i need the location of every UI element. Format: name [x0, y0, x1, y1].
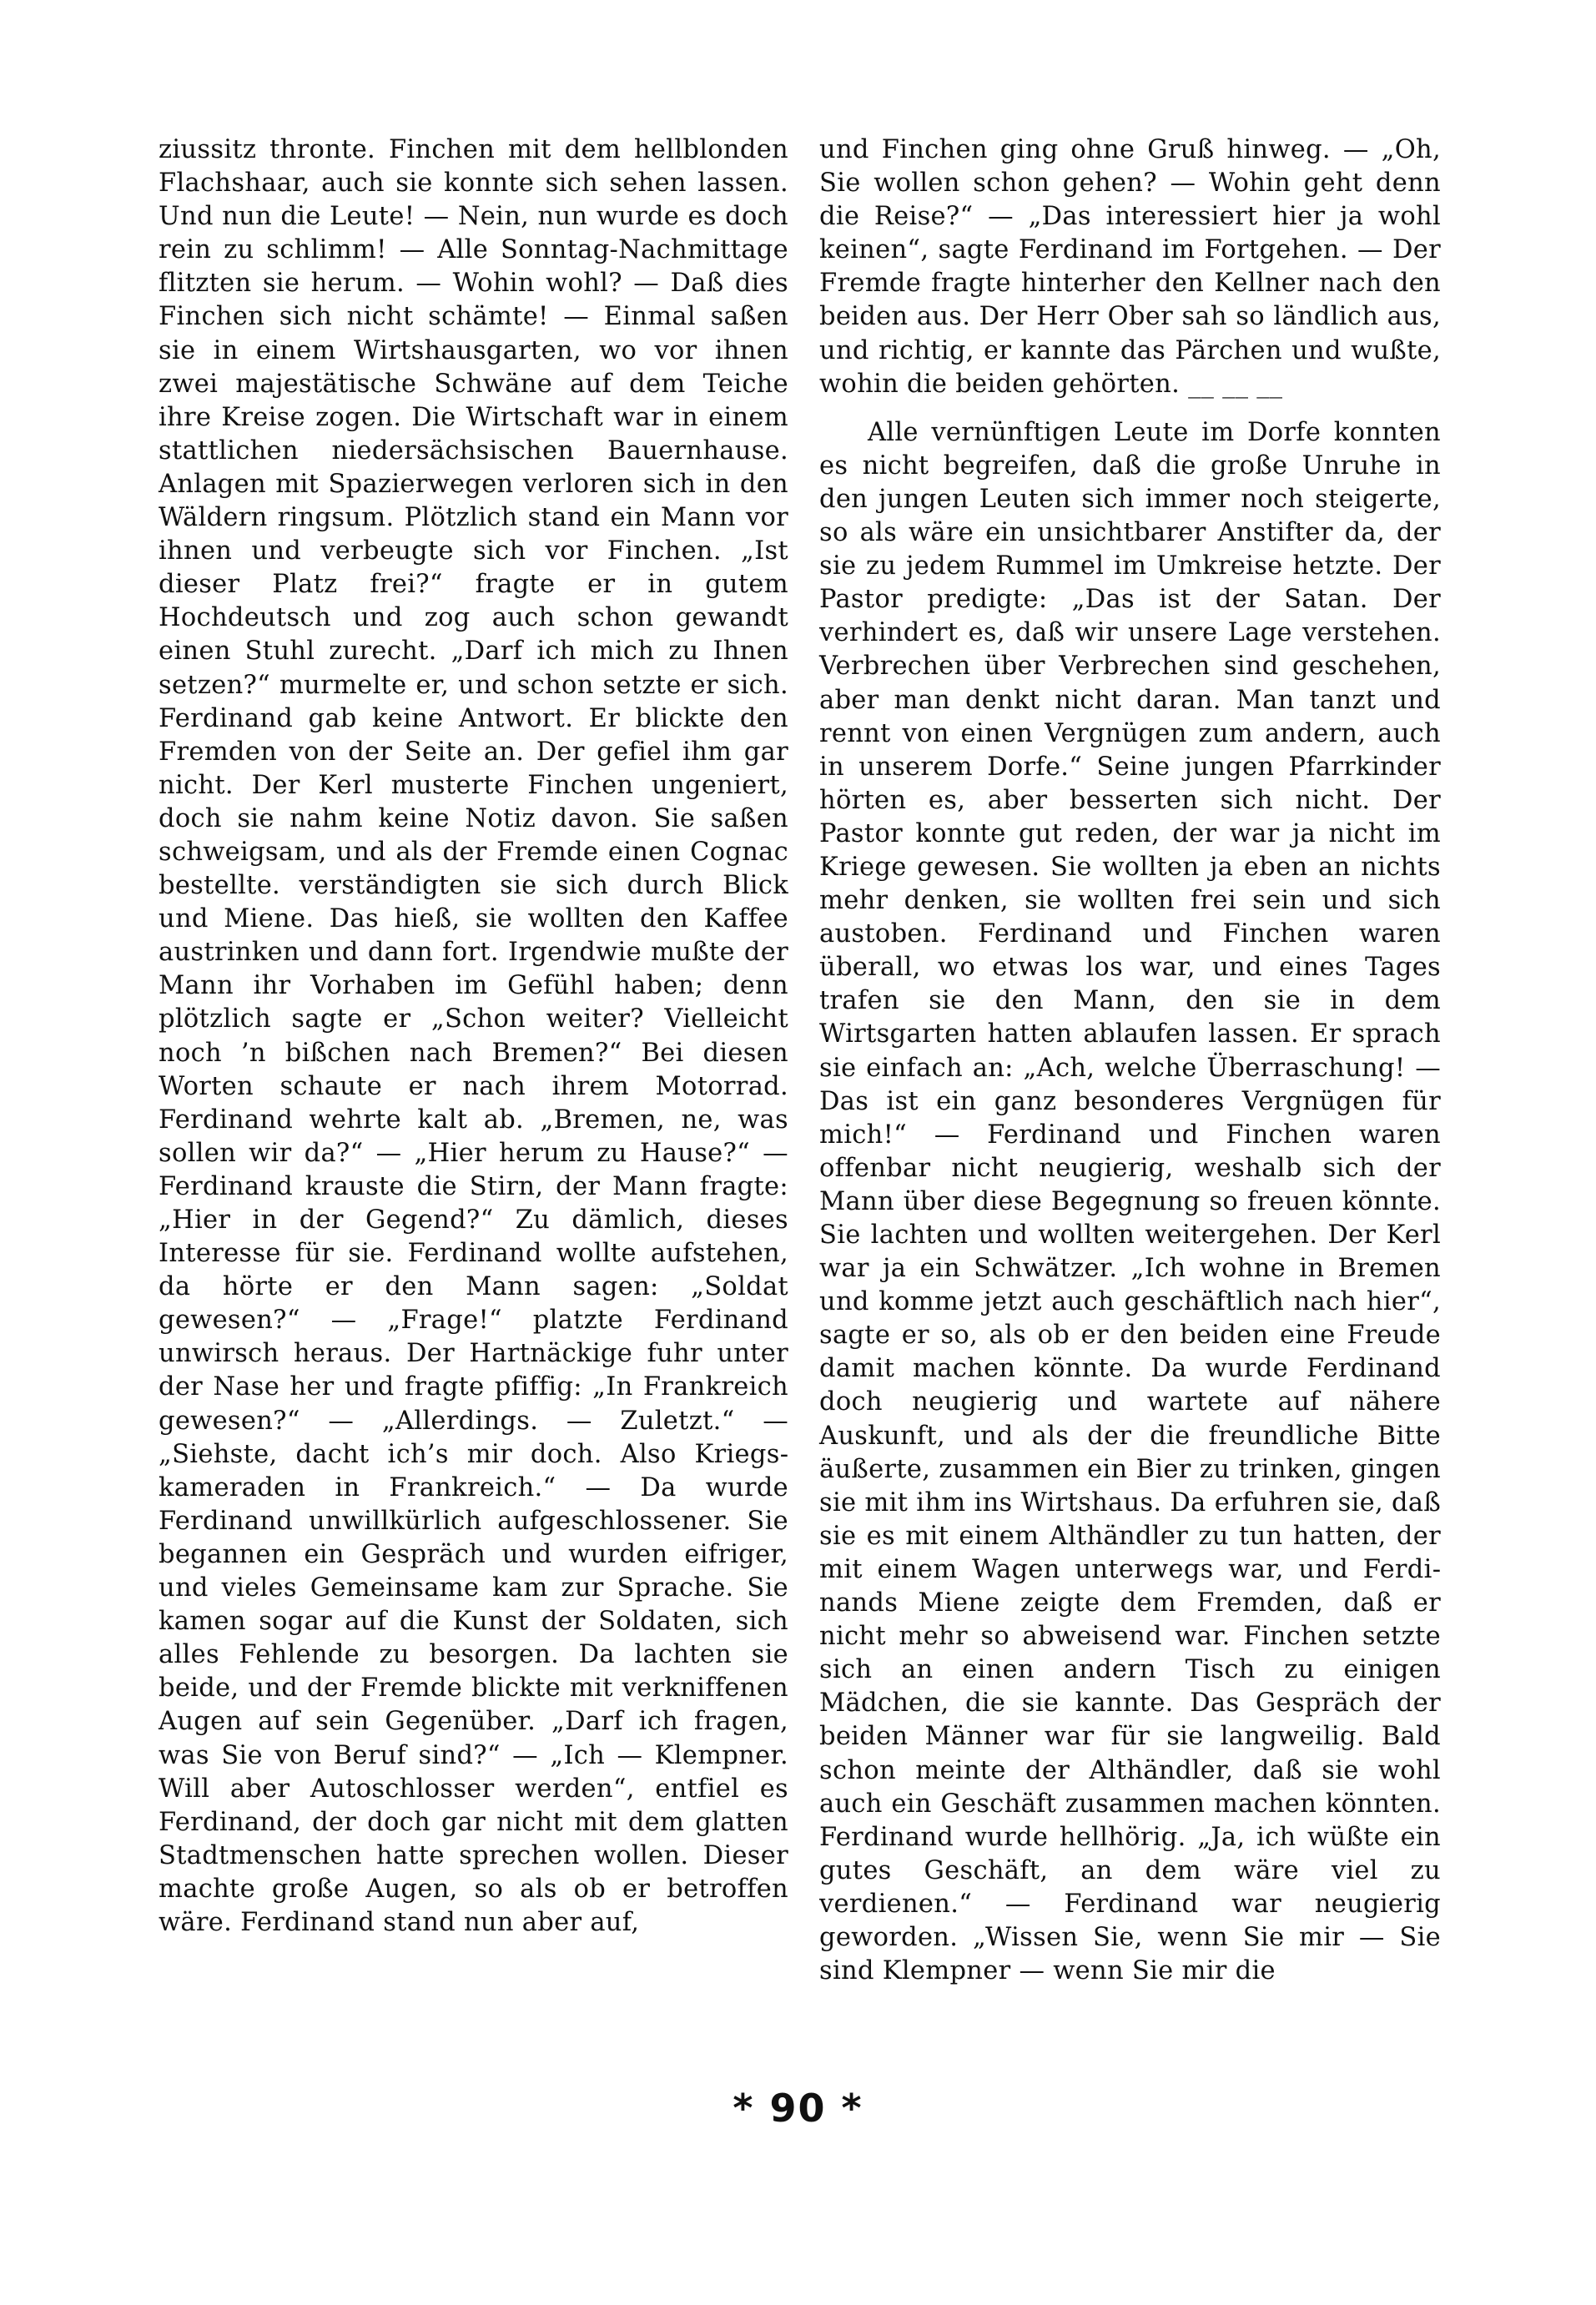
paragraph: Alle vernünftigen Leute im Dorfe konnten es nicht begreifen, daß die große Unruhe in den jungen Leuten sich immer noch steigerte, so als wäre ein unsichtbarer Anstifter da, der sie zu jedem Rummel im Umkreise hetzte. Der Pastor predigte: „Das ist der Satan. Der verhindert es, daß wir unsere Lage verstehen. Verbrechen über Verbrechen sind geschehen, aber man denkt nicht daran. Man tanzt und rennt von einen Vergnügen zum andern, auch in unserem Dorfe.“ Seine jungen Pfarrkinder hörten es, aber besserten sich nicht. Der Pastor konnte gut reden, der war ja nicht im Kriege gewesen. Sie wollten ja eben an nichts mehr denken, sie wollten frei sein und sich austoben. Ferdinand und Finchen waren überall, wo etwas los war, und eines Tages trafen sie den Mann, den sie in dem Wirtsgarten hatten ablaufen lassen. Er sprach sie einfach an: „Ach, welche Überraschung! — Das ist ein ganz besonderes Vergnügen für mich!“ — Ferdinand und Finchen waren offenbar nicht neugierig, weshalb sich der Mann über diese Begegnung so freuen könnte. Sie lachten und wollten weitergehen. Der Kerl war ja ein Schwätzer. „Ich wohne in Bremen und komme jetzt auch geschäftlich nach hier“, sagte er so, als ob er den beiden eine Freude damit machen könnte. Da wurde Ferdinand doch neugierig und wartete auf nähere Auskunft, und als der die freundliche Bitte äußerte, zusammen ein Bier zu trinken, gingen sie mit ihm ins Wirtshaus. Da erfuhren sie, daß sie es mit einem Althändler zu tun hatten, der mit einem Wagen unterwegs war, und Ferdinands Miene zeigte dem Fremden, daß er nicht mehr so abweisend war. Finchen setzte sich an einen andern Tisch zu einigen Mädchen, die sie kannte. Das Gespräch der beiden Männer war für sie langweilig. Bald schon meinte der Althändler, daß sie wohl auch ein Geschäft zusammen machen könnten. Ferdinand wurde hellhörig. „Ja, ich wüßte ein gutes Geschäft, an dem wäre viel zu verdienen.“ — Ferdinand war neugierig geworden. „Wissen Sie, wenn Sie mir — Sie sind Klempner — wenn Sie mir die — [819, 417, 1441, 1986]
right-text-column — [819, 133, 1441, 1988]
paragraph: und Finchen ging ohne Gruß hinweg. — „Oh, Sie wollen schon gehen? — Wohin geht denn die Reise?“ — „Das interessiert hier ja wohl keinen“, sagte Ferdinand im Fortgehen. — Der Fremde fragte hinterher den Kellner nach den beiden aus. Der Herr Ober sah so ländlich aus, und richtig, er kannte das Pärchen und wußte, wohin die beiden gehörten. __ __ __ — [819, 135, 1441, 399]
page-number: * 90 * — [733, 2086, 863, 2131]
left-text-column — [159, 133, 788, 1940]
paragraph: ziussitz thronte. Finchen mit dem hellblonden Flachshaar, auch sie konnte sich sehen lassen. Und nun die Leute! — Nein, nun wurde es doch rein zu schlimm! — Alle Sonntag-Nachmittage flitzten sie herum. — Wohin wohl? — Daß dies Finchen sich nicht schämte! — Einmal saßen sie in einem Wirtshausgarten, wo vor ihnen zwei majestätische Schwäne auf dem Teiche ihre Kreise zogen. Die Wirtschaft war in einem stattlichen niedersächsischen Bauernhause. Anlagen mit Spazierwegen verloren sich in den Wäldern ringsum. Plötzlich stand ein Mann vor ihnen und verbeugte sich vor Finchen. „Ist dieser Platz frei?“ fragte er in gutem Hochdeutsch und zog auch schon gewandt einen Stuhl zurecht. „Darf ich mich zu Ihnen setzen?“ murmelte er, und schon setzte er sich. Ferdinand gab keine Antwort. Er blickte den Fremden von der Seite an. Der gefiel ihm gar nicht. Der Kerl musterte Finchen ungeniert, doch sie nahm keine Notiz davon. Sie saßen schweigsam, und als der Fremde einen Cognac bestellte. verständigten sie sich durch Blick und Miene. Das hieß, sie wollten den Kaffee austrinken und dann fort. Irgendwie mußte der Mann ihr Vorhaben im Gefühl haben; denn plötzlich sagte er „Schon weiter? Vielleicht noch ’n bißchen nach Bremen?“ Bei diesen Worten schaute er nach ihrem Motorrad. Ferdinand wehrte kalt ab. „Bremen, ne, was sollen wir da?“ — „Hier herum zu Hause?“ — Ferdinand krauste die Stirn, der Mann fragte: „Hier in der Gegend?“ Zu dämlich, dieses Interesse für sie. Ferdinand wollte aufstehen, da hörte er den Mann sagen: „Soldat gewesen?“ — „Frage!“ platzte Ferdinand unwirsch heraus. Der Hartnäckige fuhr unter der Nase her und fragte pfiffig: „In Frankreich gewesen?“ — „Allerdings. — Zuletzt.“ — „Siehste, dacht ich’s mir doch. Also Kriegskameraden in Frankreich.“ — Da wurde Ferdinand unwillkürlich aufgeschlossener. Sie begannen ein Gespräch und wurden eifriger, und vieles Gemeinsame kam zur Sprache. Sie kamen sogar auf die Kunst der Soldaten, sich alles Fehlende zu besorgen. Da lachten sie beide, und der Fremde blickte mit verkniffenen Augen auf sein Gegenüber. „Darf ich fragen, was Sie von Beruf sind?“ — „Ich — Klempner. Will aber Autoschlosser werden“, entfiel es Ferdinand, der doch gar nicht mit dem glatten Stadtmenschen hatte sprechen wollen. Dieser machte große Augen, so als ob er betroffen wäre. Ferdinand stand nun aber auf, — [159, 135, 788, 1937]
